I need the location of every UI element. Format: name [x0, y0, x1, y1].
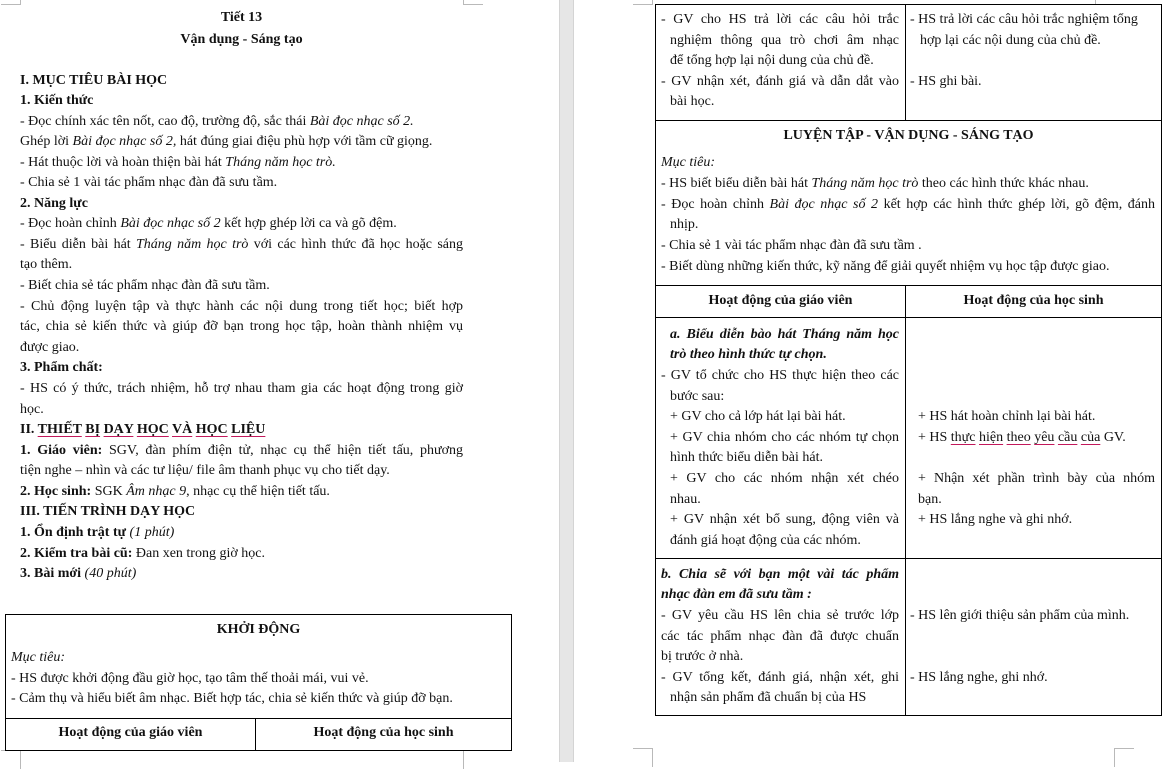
paragraph-line: tác, chia sẻ kiến thức và giúp đỡ bạn trong học tập, hoàn thành nhiệm vụ — [20, 319, 463, 334]
activity-b-title: nhạc đàn em đã sưu tầm : — [661, 587, 812, 602]
teacher-activity-line: nhận sản phẩm đã chuẩn bị của HS — [670, 690, 867, 705]
subheading-competence: 2. Năng lực — [20, 196, 88, 211]
table-divider — [656, 285, 1161, 286]
paragraph-line: - Hát thuộc lời và hoàn thiện bài hát Tháng năm học trò. — [20, 155, 336, 170]
paragraph-line: được giao. — [20, 340, 80, 355]
student-activity-line: bạn. — [918, 492, 942, 507]
table-divider — [656, 120, 1161, 121]
lesson-title: Vận dụng - Sáng tạo — [180, 32, 303, 47]
section-heading-process: III. TIẾN TRÌNH DẠY HỌC — [20, 504, 196, 519]
column-header-teacher: Hoạt động của giáo viên — [58, 725, 203, 740]
activity-a-title: a. Biểu diễn bào hát Tháng năm học — [670, 327, 899, 342]
activity-b-title: b. Chia sẽ với bạn một vài tác phẩm — [661, 567, 899, 582]
table-divider — [905, 285, 906, 715]
objective-item: - HS được khởi động đầu giờ học, tạo tâm thế thoải mái, vui vẻ. — [11, 671, 369, 686]
lesson-number: Tiết 13 — [220, 10, 263, 25]
paragraph-line: học. — [20, 402, 44, 417]
subheading-qualities: 3. Phẩm chất: — [20, 360, 103, 375]
page-gutter — [559, 0, 574, 762]
paragraph-line: - HS có ý thức, trách nhiệm, hỗ trợ nhau tham gia các hoạt động trong giờ — [20, 381, 463, 396]
paragraph-line: tiện nghe – nhìn và các tư liệu/ file âm thanh phục vụ cho tiết dạy. — [20, 463, 390, 478]
teacher-activity-line: bị trước ở nhà. — [661, 649, 744, 664]
table-divider — [6, 718, 511, 719]
paragraph-line: Ghép lời Bài đọc nhạc số 2, hát đúng giai điệu phù hợp với tầm cữ giọng. — [20, 134, 433, 149]
margin-corner-mark — [633, 748, 653, 767]
paragraph-line: 1. Ổn định trật tự (1 phút) — [20, 525, 175, 540]
warmup-title: KHỞI ĐỘNG — [216, 622, 301, 637]
section-heading-equipment: II. THIẾT BỊ DẠY HỌC VÀ HỌC LIỆU — [20, 422, 266, 437]
teacher-activity-line: + GV cho các nhóm nhận xét chéo — [670, 471, 899, 486]
teacher-activity-line: bài học. — [670, 94, 715, 109]
margin-corner-mark — [1, 0, 21, 5]
activity-a-title: trò theo hình thức tự chọn. — [670, 347, 827, 362]
table-divider — [905, 5, 906, 120]
teacher-activity-line: - GV nhận xét, đánh giá và dẫn dắt vào — [661, 74, 899, 89]
objective-label: Mục tiêu: — [661, 155, 716, 170]
objective-label: Mục tiêu: — [11, 650, 66, 665]
student-activity-line: + Nhận xét phần trình bày của nhóm — [918, 471, 1155, 486]
teacher-activity-line: - GV yêu cầu HS lên chia sẻ trước lớp — [661, 608, 899, 623]
paragraph-line: - Chia sẻ 1 vài tác phẩm nhạc đàn đã sưu tầm. — [20, 175, 278, 190]
student-activity-line: + HS thực hiện theo yêu cầu của GV. — [918, 430, 1126, 445]
objective-item: nhịp. — [670, 217, 699, 232]
teacher-activity-line: + GV cho cả lớp hát lại bài hát. — [670, 409, 846, 424]
paragraph-line: - Đọc hoàn chỉnh Bài đọc nhạc số 2 kết hợp ghép lời ca và gõ đệm. — [20, 216, 397, 231]
objective-item: - HS biết biểu diễn bài hát Tháng năm học trò theo các hình thức khác nhau. — [661, 176, 1089, 191]
teacher-activity-line: - GV tổng kết, đánh giá, nhận xét, ghi — [661, 670, 899, 685]
paragraph-line: 2. Kiểm tra bài cũ: Đan xen trong giờ học. — [20, 546, 265, 561]
column-header-student: Hoạt động của học sinh — [963, 293, 1104, 308]
table-divider — [656, 317, 1161, 318]
document-page-left — [0, 0, 559, 762]
teacher-activity-line: - GV tổ chức cho HS thực hiện theo các — [661, 368, 899, 383]
student-activity-line: - HS lắng nghe, ghi nhớ. — [910, 670, 1048, 685]
margin-corner-mark — [463, 750, 483, 769]
practice-title: LUYỆN TẬP - VẬN DỤNG - SÁNG TẠO — [783, 128, 1034, 143]
paragraph-line: 1. Giáo viên: SGV, đàn phím điện tử, nhạc cụ thể hiện tiết tấu, phương — [20, 443, 463, 458]
paragraph-line: 3. Bài mới (40 phút) — [20, 566, 137, 581]
margin-corner-mark — [633, 0, 653, 5]
objective-item: - Cảm thụ và hiểu biết âm nhạc. Biết hợp tác, chia sẻ kiến thức và giúp đỡ bạn. — [11, 691, 453, 706]
student-activity-line: hợp lại các nội dung của chủ đề. — [920, 33, 1101, 48]
student-activity-line: + HS hát hoàn chỉnh lại bài hát. — [918, 409, 1096, 424]
teacher-activity-line: các tác phẩm nhạc đàn đã được chuẩn — [661, 629, 899, 644]
teacher-activity-line: nghiệm thông qua trò chơi âm nhạc — [670, 33, 899, 48]
objective-item: - Biết dùng những kiến thức, kỹ năng để giải quyết nhiệm vụ học tập được giao. — [661, 259, 1110, 274]
student-activity-line: - HS trả lời các câu hỏi trắc nghiệm tổng — [910, 12, 1138, 27]
student-activity-line: - HS ghi bài. — [910, 74, 982, 89]
margin-corner-mark — [1114, 748, 1134, 767]
paragraph-line: - Đọc chính xác tên nốt, cao độ, trường độ, sắc thái Bài đọc nhạc số 2. — [20, 114, 414, 129]
section-heading-objectives: I. MỤC TIÊU BÀI HỌC — [20, 73, 168, 88]
column-header-student: Hoạt động của học sinh — [313, 725, 454, 740]
objective-item: - Đọc hoàn chỉnh Bài đọc nhạc số 2 kết hợp các hình thức ghép lời, gõ đệm, đánh — [661, 197, 1155, 212]
teacher-activity-line: + GV chia nhóm cho các nhóm tự chọn — [670, 430, 899, 445]
margin-corner-mark — [463, 0, 483, 5]
subheading-knowledge: 1. Kiến thức — [20, 93, 94, 108]
warmup-table — [5, 614, 512, 751]
paragraph-line: 2. Học sinh: SGK Âm nhạc 9, nhạc cụ thể hiện tiết tấu. — [20, 484, 330, 499]
student-activity-line: - HS lên giới thiệu sản phẩm của mình. — [910, 608, 1130, 623]
teacher-activity-line: đánh giá hoạt động của các nhóm. — [670, 533, 861, 548]
teacher-activity-line: nhau. — [670, 492, 701, 507]
paragraph-line: tạo thêm. — [20, 257, 73, 272]
paragraph-line: - Biểu diễn bài hát Tháng năm học trò với các hình thức đã học hoặc sáng — [20, 237, 463, 252]
teacher-activity-line: - GV cho HS trả lời các câu hỏi trắc — [661, 12, 899, 27]
teacher-activity-line: + GV nhận xét bổ sung, động viên và — [670, 512, 899, 527]
paragraph-line: - Chủ động luyện tập và thực hành các nội dung trong tiết học; biết hợp — [20, 299, 463, 314]
teacher-activity-line: hình thức biểu diễn bài hát. — [670, 450, 823, 465]
activity-table — [655, 4, 1162, 716]
margin-corner-mark — [1, 750, 21, 769]
objective-item: - Chia sẻ 1 vài tác phẩm nhạc đàn đã sưu tầm . — [661, 238, 922, 253]
column-header-teacher: Hoạt động của giáo viên — [708, 293, 853, 308]
teacher-activity-line: bước sau: — [670, 389, 725, 404]
paragraph-line: - Biết chia sẻ tác phẩm nhạc đàn đã sưu tầm. — [20, 278, 270, 293]
student-activity-line: + HS lắng nghe và ghi nhớ. — [918, 512, 1073, 527]
table-divider — [656, 558, 1161, 559]
document-page-right — [574, 0, 1167, 762]
teacher-activity-line: để tổng hợp lại nội dung của chủ đề. — [670, 53, 874, 68]
